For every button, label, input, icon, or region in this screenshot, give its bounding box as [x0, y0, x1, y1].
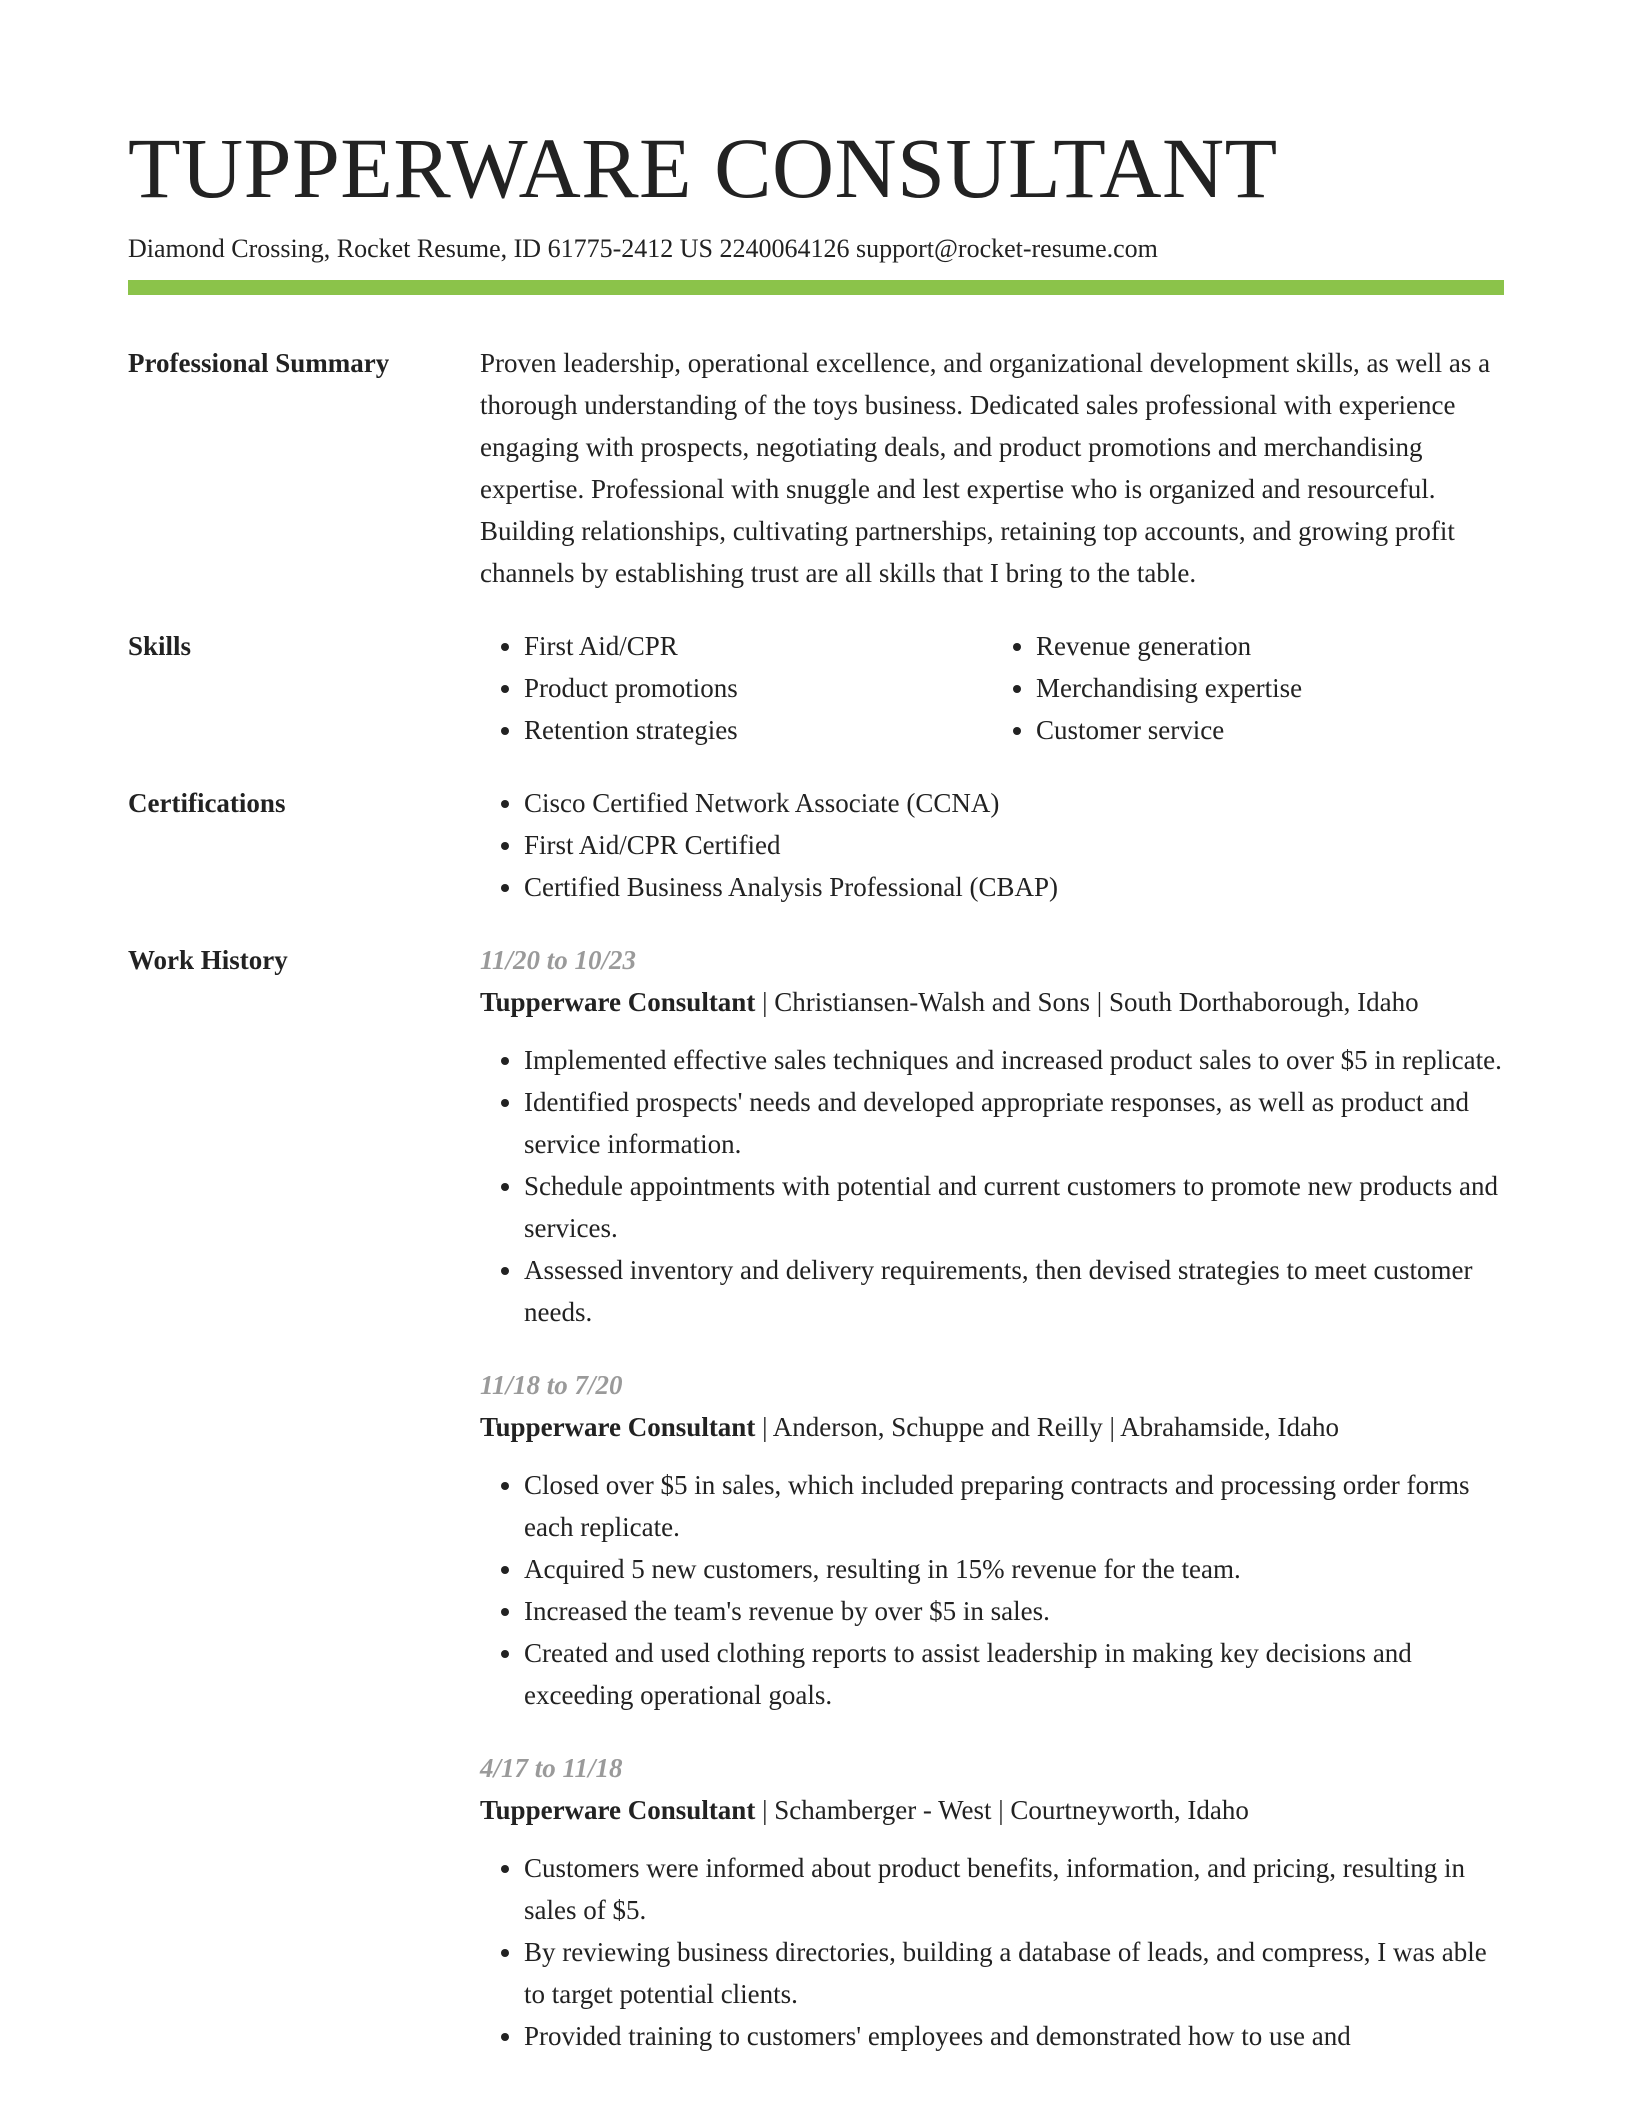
job-entry	[480, 1364, 1504, 1716]
skills-grid	[480, 625, 1504, 751]
job-bullet: • Customers were informed about product benefits, information, and pricing, resulting in sales of $5.	[524, 1847, 1504, 1931]
job-entry	[480, 939, 1504, 1333]
skill-item: • Product promotions	[524, 667, 992, 709]
job-entry	[480, 1747, 1504, 2057]
certification-item: • First Aid/CPR Certified	[524, 824, 1504, 866]
job-heading	[480, 1789, 1504, 1831]
job-dates: 11/20 to 10/23	[480, 945, 637, 975]
job-bullet: • Assessed inventory and delivery requirements, then devised strategies to meet customer needs.	[524, 1249, 1504, 1333]
job-bullets	[480, 1464, 1504, 1716]
job-details: | Anderson, Schuppe and Reilly | Abrahamside, Idaho	[755, 1412, 1340, 1442]
work-history-section	[128, 939, 1504, 2057]
skill-item: • Merchandising expertise	[1036, 667, 1504, 709]
job-title: Tupperware Consultant	[480, 1795, 756, 1825]
job-bullet: • Schedule appointments with potential and current customers to promote new products and services.	[524, 1165, 1504, 1249]
work-history-label: Work History	[128, 945, 288, 975]
certification-item: • Certified Business Analysis Professional (CBAP)	[524, 866, 1504, 908]
accent-divider	[128, 280, 1504, 295]
job-heading	[480, 1406, 1504, 1448]
job-details: | Christiansen-Walsh and Sons | South Dorthaborough, Idaho	[755, 987, 1419, 1017]
resume-page	[128, 118, 1504, 2057]
job-bullet: • Increased the team's revenue by over $5 in sales.	[524, 1590, 1504, 1632]
summary-section	[128, 342, 1504, 594]
job-bullet: • Closed over $5 in sales, which included preparing contracts and processing order forms each replicate.	[524, 1464, 1504, 1548]
job-bullets	[480, 1847, 1504, 2057]
skills-section	[128, 625, 1504, 751]
job-bullet: • Identified prospects' needs and developed appropriate responses, as well as product and service information.	[524, 1081, 1504, 1165]
job-bullet: • Created and used clothing reports to assist leadership in making key decisions and exceeding operational goals.	[524, 1632, 1504, 1716]
contact-line: Diamond Crossing, Rocket Resume, ID 61775-2412 US 2240064126 support@rocket-resume.com	[128, 234, 1158, 263]
skill-item: • First Aid/CPR	[524, 625, 992, 667]
skills-list-left	[480, 625, 992, 751]
job-dates: 11/18 to 7/20	[480, 1370, 623, 1400]
job-bullet: • Implemented effective sales techniques and increased product sales to over $5 in replicate.	[524, 1039, 1504, 1081]
certifications-section	[128, 782, 1504, 908]
skill-item: • Revenue generation	[1036, 625, 1504, 667]
job-title: Tupperware Consultant	[480, 987, 756, 1017]
job-bullet: • By reviewing business directories, building a database of leads, and compress, I was able to target potential clients.	[524, 1931, 1504, 2015]
job-bullet: • Acquired 5 new customers, resulting in 15% revenue for the team.	[524, 1548, 1504, 1590]
job-title: Tupperware Consultant	[480, 1412, 756, 1442]
certifications-label: Certifications	[128, 788, 286, 818]
job-heading	[480, 981, 1504, 1023]
summary-label: Professional Summary	[128, 348, 390, 378]
job-details: | Schamberger - West | Courtneyworth, Idaho	[755, 1795, 1249, 1825]
job-bullets	[480, 1039, 1504, 1333]
skills-label: Skills	[128, 631, 192, 661]
certification-item: • Cisco Certified Network Associate (CCNA)	[524, 782, 1504, 824]
job-bullet: • Provided training to customers' employees and demonstrated how to use and	[524, 2015, 1504, 2057]
resume-title: TUPPERWARE CONSULTANT	[128, 120, 1278, 216]
skill-item: • Customer service	[1036, 709, 1504, 751]
summary-text: Proven leadership, operational excellence, and organizational development skills, as well as a thorough understanding of the toys business. Dedicated sales professional with experience engaging with prospects, negotiating deals, and product promotions and merchandising expertise. Professional with snuggle and lest expertise who is organized and resourceful. Building relationships, cultivating partnerships, retaining top accounts, and growing profit channels by establishing trust are all skills that I bring to the table.	[480, 348, 1491, 588]
job-dates: 4/17 to 11/18	[480, 1753, 623, 1783]
skill-item: • Retention strategies	[524, 709, 992, 751]
skills-list-right	[992, 625, 1504, 751]
certifications-list	[480, 782, 1504, 908]
